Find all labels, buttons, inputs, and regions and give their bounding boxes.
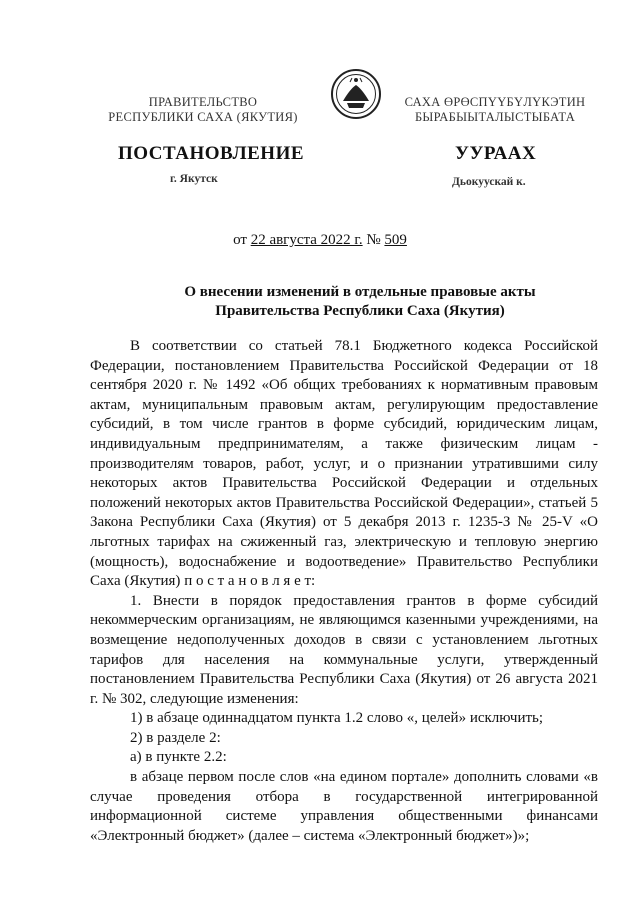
clause-1-item-2a: а) в пункте 2.2: — [130, 749, 227, 766]
clause-1-paragraph: 1. Внести в порядок предоставления грантов в форме субсидий некоммерческим организациям, не являющимся казенными учреждениями, на возмещение недополученных доходов в связи с установлением льготных тарифов для населения на коммунальные услуги, утвержденный постановлением Правительства Республики Саха (Якутия) от 26 августа 2021 г. № 302, следующие изменения: — [90, 592, 598, 707]
preamble-text: В соответствии со статьей 78.1 Бюджетного кодекса Российской Федерации, постановлением Правительства Российской Федерации от 18 сентября 2020 г. № 1492 «Об общих требованиях к нормативным правовым актам, муниципальным правовым актам, регулирующим предоставление субсидий, в том числе грантов в форме субсидий, юридическим лицам, индивидуальным предпринимателям, а также физическим лицам - производителям товаров, работ, услуг, и о признании утратившими силу некоторых актов Правительства Российской Федерации и отдельных положений некоторых актов Правительства Российской Федерации», статьей 5 Закона Республики Саха (Якутия) от 5 декабря 2013 г. 1235-З № 25-V «О льготных тарифах на сжиженный газ, электрическую и тепловую энергию (мощность), водоснабжение и водоотведение» Правительство Республики Саха (Якутия) — [90, 338, 598, 590]
clause-1-item-2: 2) в разделе 2: — [130, 729, 221, 746]
coat-of-arms-emblem-icon — [330, 68, 382, 120]
preamble-paragraph — [90, 337, 598, 592]
left-organization-name — [88, 95, 318, 125]
title-line-1: О внесении изменений в отдельные правовые акты — [184, 284, 536, 300]
resolves-word: п о с т а н о в л я е т: — [184, 573, 316, 590]
title-line-2: Правительства Республики Саха (Якутия) — [215, 303, 505, 319]
right-org-line-2: БЫРАБЫЫТАЛЫСТЫБАТА — [414, 110, 576, 124]
city-yakut: Дьокуускай к. — [452, 176, 526, 188]
left-org-line-2: РЕСПУБЛИКИ САХА (ЯКУТИЯ) — [108, 110, 298, 124]
document-number: 509 — [384, 232, 407, 248]
document-date: 22 августа 2022 г. — [250, 232, 363, 248]
document-body — [90, 337, 598, 846]
doc-type-russian: ПОСТАНОВЛЕНИЕ — [118, 143, 305, 164]
clause-1-item-2a-text: в абзаце первом после слов «на едином портале» дополнить словами «в случае проведения отбора в государственной интегрированной информационной системе управления общественными финансами «Электронный бюджет» (далее – система «Электронный бюджет»)»; — [90, 769, 598, 844]
doc-type-yakut: УУРААХ — [455, 143, 537, 164]
number-sign: № — [366, 232, 381, 248]
clause-1-item-1: 1) в абзаце одиннадцатом пункта 1.2 слово «, целей» исключить; — [130, 710, 544, 727]
document-title — [70, 283, 640, 321]
right-organization-name — [380, 95, 610, 125]
date-number-line — [0, 232, 640, 249]
left-org-line-1: ПРАВИТЕЛЬСТВО — [148, 95, 258, 109]
date-prefix: от — [233, 232, 247, 248]
right-org-line-1: САХА ӨРӨСПҮҮБҮЛҮКЭТИН — [404, 95, 586, 109]
city-russian: г. Якутск — [170, 173, 218, 185]
